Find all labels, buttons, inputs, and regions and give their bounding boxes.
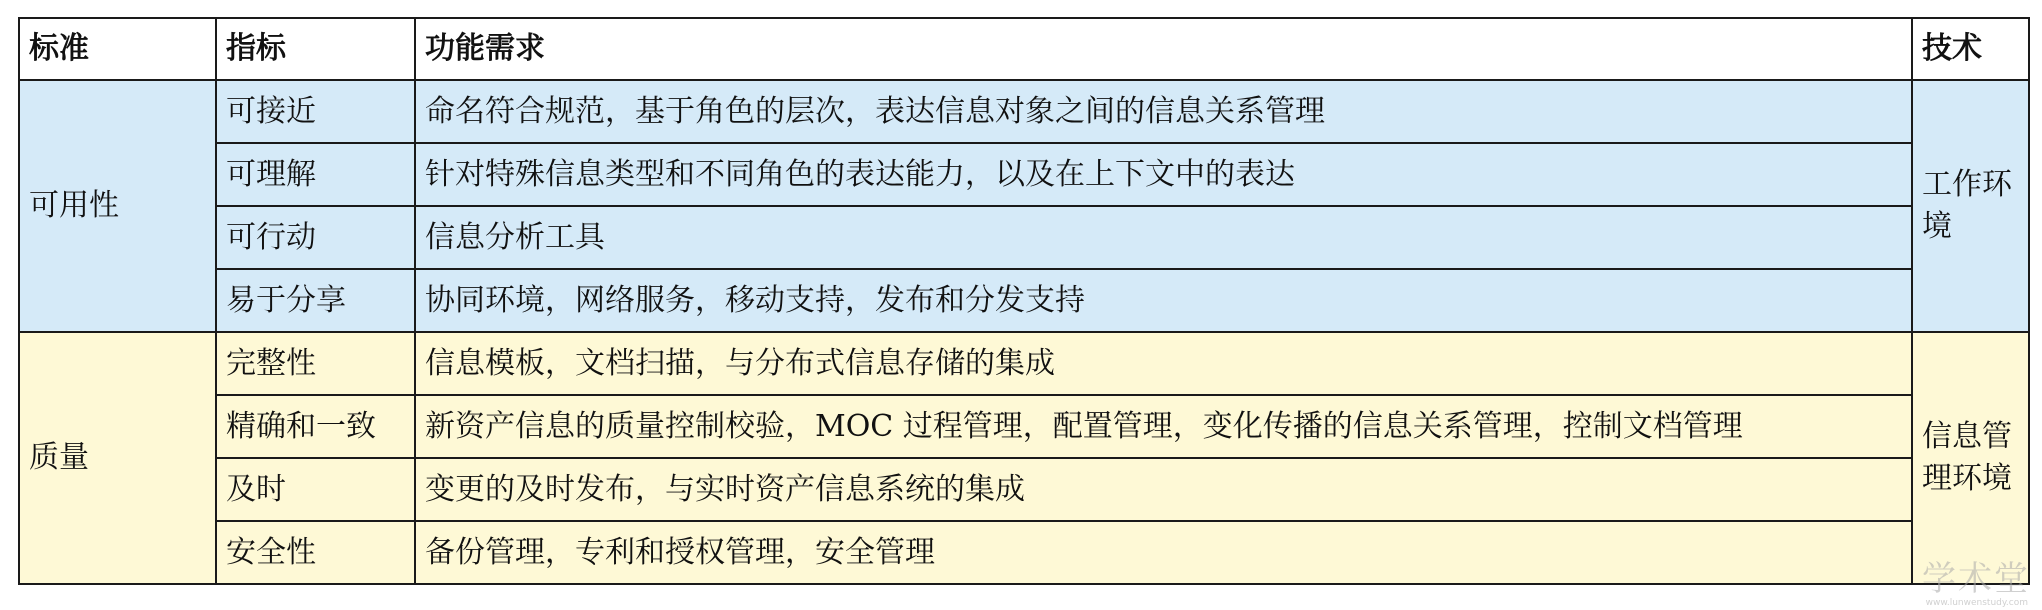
header-indicator: 指标 — [216, 18, 415, 80]
requirement-cell: 针对特殊信息类型和不同角色的表达能力，以及在上下文中的表达 — [415, 143, 1912, 206]
header-technology: 技术 — [1912, 18, 2029, 80]
table-row — [19, 332, 2029, 395]
header-standard: 标准 — [19, 18, 216, 80]
standard-cell-usability: 可用性 — [19, 80, 216, 332]
indicator-cell: 可理解 — [216, 143, 415, 206]
indicator-cell: 易于分享 — [216, 269, 415, 332]
indicator-cell: 安全性 — [216, 521, 415, 584]
table-row — [19, 395, 2029, 458]
watermark-url: www.lunwenstudy.com — [1925, 598, 2028, 608]
indicator-cell: 精确和一致 — [216, 395, 415, 458]
table-row — [19, 143, 2029, 206]
technology-cell-work-env: 工作环境 — [1912, 80, 2029, 332]
indicator-cell: 可接近 — [216, 80, 415, 143]
table-row — [19, 269, 2029, 332]
indicator-cell: 可行动 — [216, 206, 415, 269]
requirement-cell: 变更的及时发布，与实时资产信息系统的集成 — [415, 458, 1912, 521]
requirements-table — [18, 17, 2030, 585]
requirement-cell: 新资产信息的质量控制校验，MOC 过程管理，配置管理，变化传播的信息关系管理，控制文档管理 — [415, 395, 1912, 458]
table-row — [19, 80, 2029, 143]
table-row — [19, 521, 2029, 584]
standard-cell-quality: 质量 — [19, 332, 216, 584]
watermark-logo: 学术堂 — [1922, 559, 2030, 599]
requirement-cell: 备份管理，专利和授权管理，安全管理 — [415, 521, 1912, 584]
header-requirement: 功能需求 — [415, 18, 1912, 80]
table-row — [19, 458, 2029, 521]
requirement-cell: 协同环境，网络服务，移动支持，发布和分发支持 — [415, 269, 1912, 332]
requirement-cell: 命名符合规范，基于角色的层次，表达信息对象之间的信息关系管理 — [415, 80, 1912, 143]
technology-cell-info-mgmt-env: 信息管理环境 — [1912, 332, 2029, 584]
indicator-cell: 及时 — [216, 458, 415, 521]
header-row — [19, 18, 2029, 80]
indicator-cell: 完整性 — [216, 332, 415, 395]
table-row — [19, 206, 2029, 269]
requirement-cell: 信息模板，文档扫描，与分布式信息存储的集成 — [415, 332, 1912, 395]
requirement-cell: 信息分析工具 — [415, 206, 1912, 269]
